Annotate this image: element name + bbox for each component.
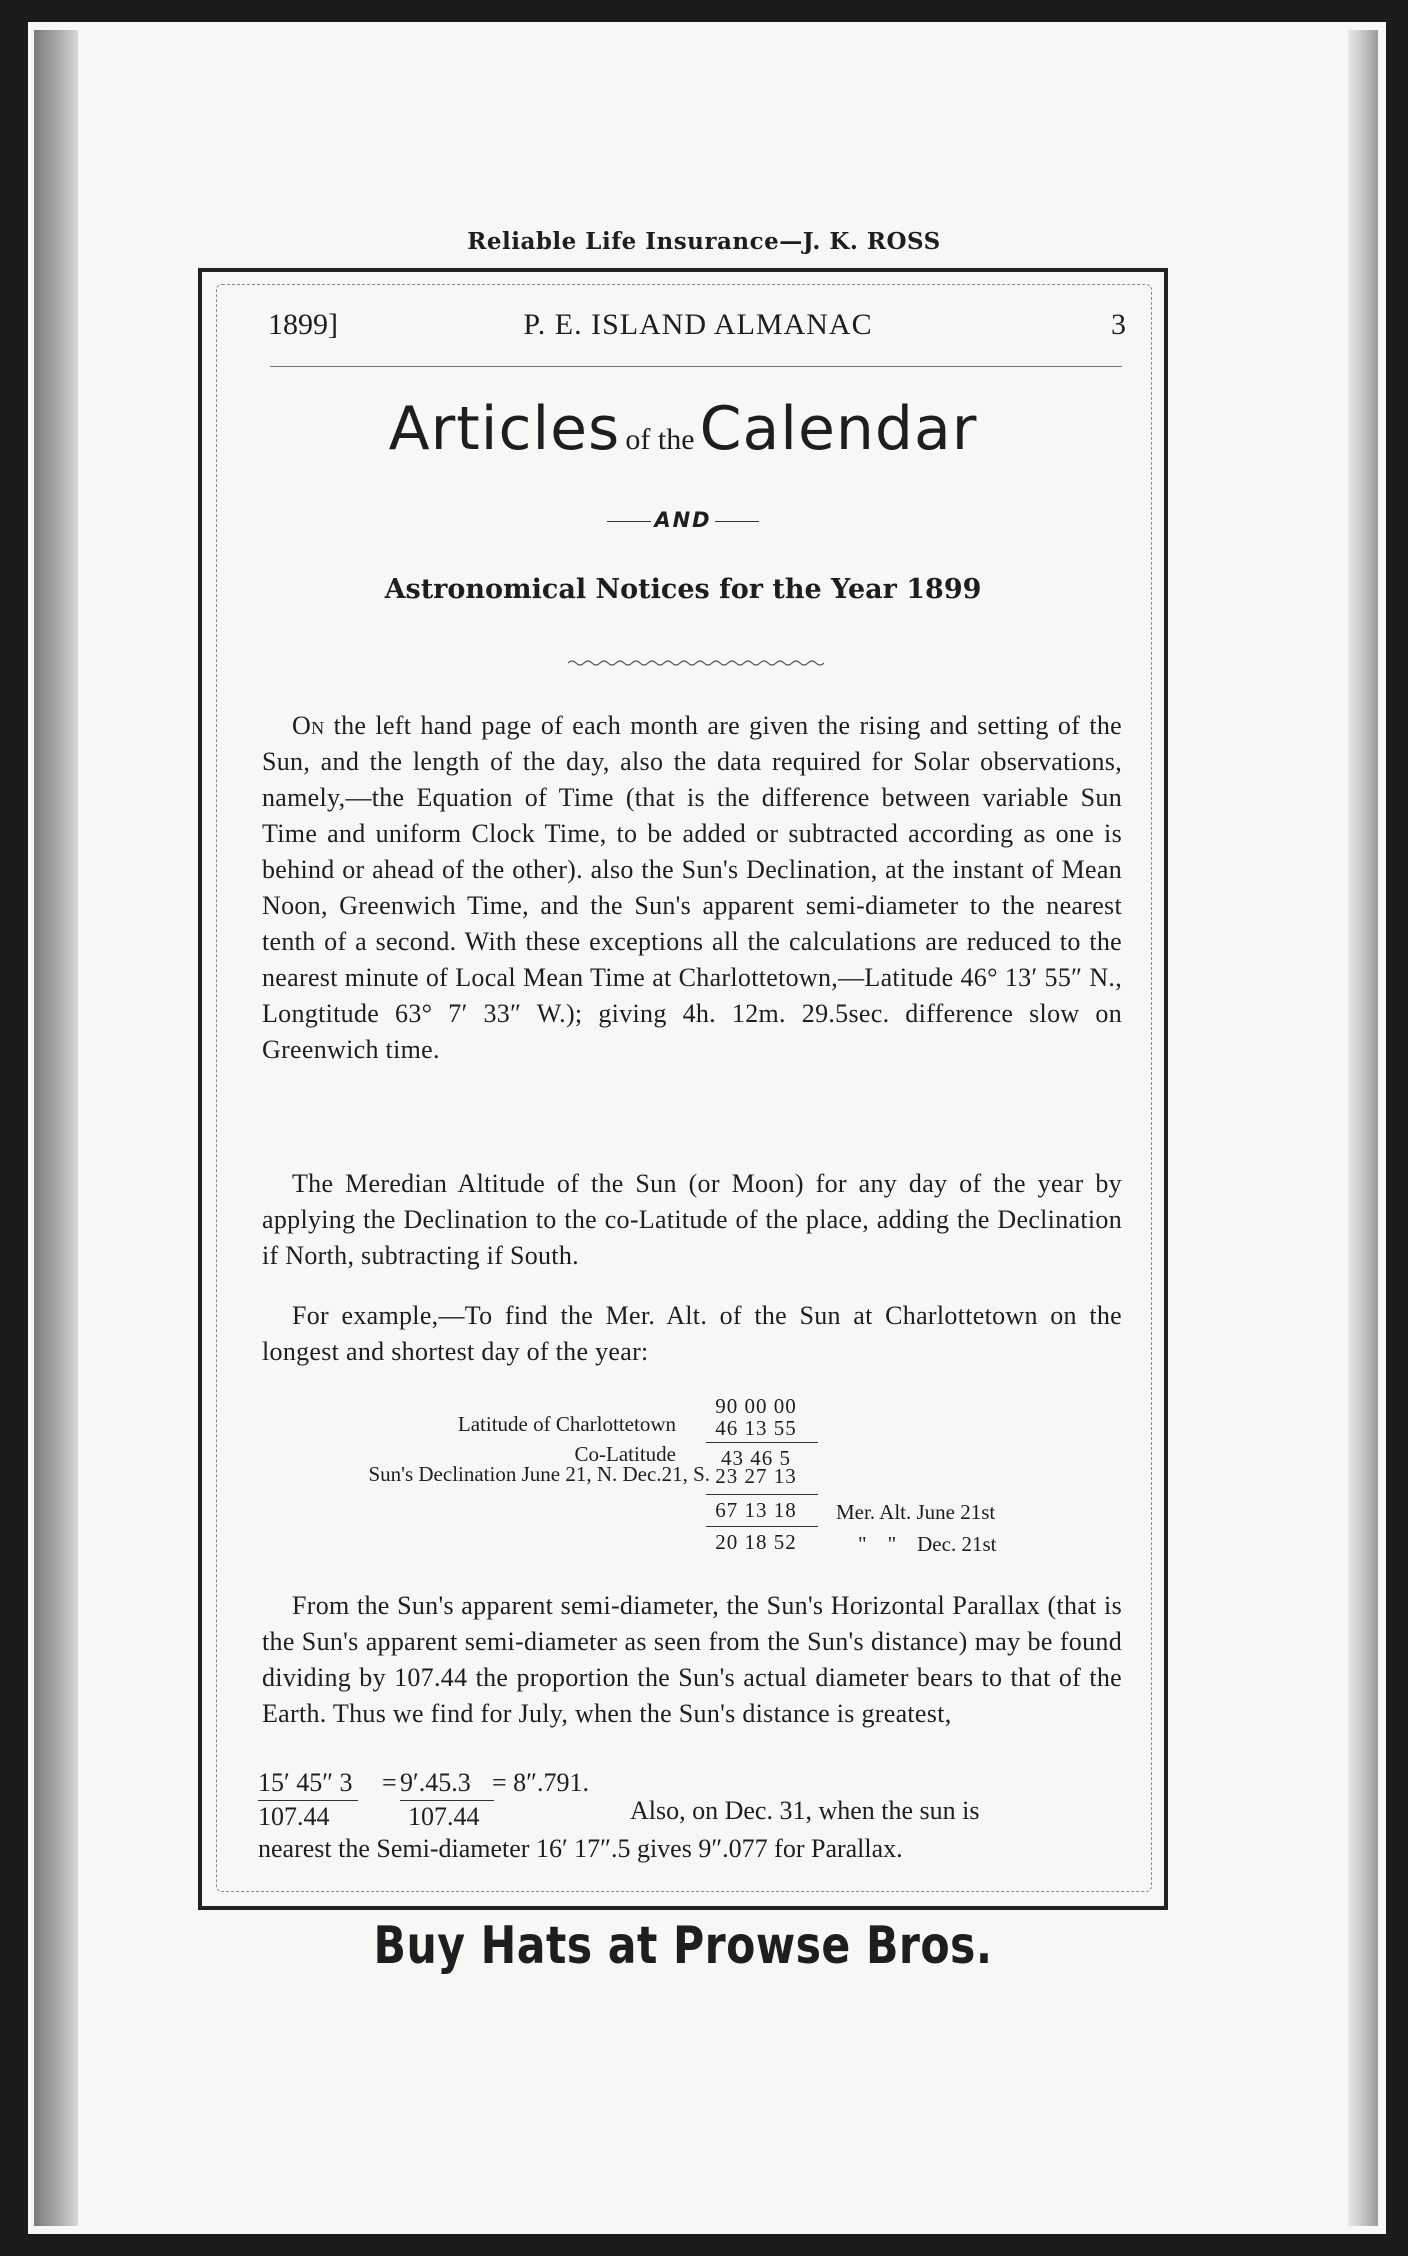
and-divider [198,508,1168,532]
calc-underline-3 [706,1526,818,1527]
formula-numerator-2: 9′.45.3 [400,1768,471,1797]
paragraph-example: For example,—To find the Mer. Alt. of the Sun at Charlottetown on the longest and shortest day of the year: [262,1301,1122,1366]
header-rule [270,366,1122,367]
paragraph-lead-word: On [292,711,325,740]
calc-value-june: 67 13 18 [715,1498,797,1522]
calc-underline-2 [706,1494,818,1495]
calc-label-latitude: Latitude of Charlottetown [457,1412,676,1436]
running-head-title: P. E. ISLAND ALMANAC [523,308,873,341]
page-title [198,394,1168,464]
ornamental-squiggle [568,658,824,668]
footer-advertisement: Buy Hats at Prowse Bros. [373,1916,993,1976]
formula-result: = 8″.791. [492,1768,589,1797]
calc-value-colatitude: 43 46 5 [721,1446,791,1470]
calc-label-colatitude: Co-Latitude [574,1442,676,1466]
calc-note-december: " " Dec. 21st [858,1532,997,1556]
subtitle: Astronomical Notices for the Year 1899 [384,574,982,605]
paragraph-data-explanation [262,708,1122,1068]
calc-label-declination: Sun's Declination June 21, N. Dec.21, S. [368,1462,710,1486]
calc-value-90: 90 00 00 [715,1394,797,1418]
calc-value-declination: 23 27 13 [715,1464,797,1488]
page-edge-shadow [1348,30,1378,2226]
formula-fraction-bar-1 [258,1800,358,1801]
calc-note-june: Mer. Alt. June 21st [836,1500,996,1524]
and-text: AND [654,508,712,532]
formula-tail-1: Also, on Dec. 31, when the sun is [630,1796,980,1825]
paragraph-parallax: From the Sun's apparent semi-diameter, the Sun's Horizontal Parallax (that is the Sun's apparent semi-diameter as seen from the Sun's distance) may be found dividing by 107.44 the proportion the Sun's actual diameter bears to that of the Earth. Thus we find for July, when the Sun's distance is greatest, [262,1591,1122,1728]
formula-denominator-2: 107.44 [408,1802,480,1831]
paragraph-meridian-altitude: The Meredian Altitude of the Sun (or Moon) for any day of the year by applying the Declination to the co-Latitude of the place, adding the Declination if North, subtracting if South. [262,1169,1122,1270]
calc-value-december: 20 18 52 [715,1530,797,1554]
title-of-the: of the [625,423,695,456]
formula-fraction-bar-2 [400,1800,494,1801]
and-dash-right [715,521,759,522]
header-advertisement: Reliable Life Insurance—J. K. ROSS [467,228,941,255]
formula-numerator-1: 15′ 45″ 3 [258,1768,353,1797]
running-head [268,304,1128,344]
page-number: 3 [1111,308,1126,341]
binding-shadow [34,30,78,2226]
and-dash-left [607,521,651,522]
calc-value-latitude: 46 13 55 [715,1416,797,1440]
title-calendar: Calendar [699,394,978,464]
formula-equals-1: = [382,1768,397,1797]
calc-underline-1 [706,1442,818,1443]
formula-denominator-1: 107.44 [258,1802,330,1831]
running-head-year: 1899] [268,308,338,341]
title-articles: Articles [388,394,621,464]
formula-tail-2: nearest the Semi-diameter 16′ 17″.5 gives 9″.077 for Parallax. [258,1834,903,1863]
paragraph-1-text: the left hand page of each month are given the rising and setting of the Sun, and the length of the day, also the data required for Solar observations, namely,—the Equation of Time (that is the difference between variable Sun Time and uniform Clock Time, to be added or subtracted according as one is behind or ahead of the other). also the Sun's Declination, at the instant of Mean Noon, Greenwich Time, and the Sun's apparent semi-diameter to the nearest tenth of a second. With these exceptions all the calculations are reduced to the nearest minute of Local Mean Time at Charlottetown,—Latitude 46° 13′ 55″ N., Longtitude 63° 7′ 33″ W.); giving 4h. 12m. 29.5sec. difference slow on Greenwich time. [262,711,1122,1064]
